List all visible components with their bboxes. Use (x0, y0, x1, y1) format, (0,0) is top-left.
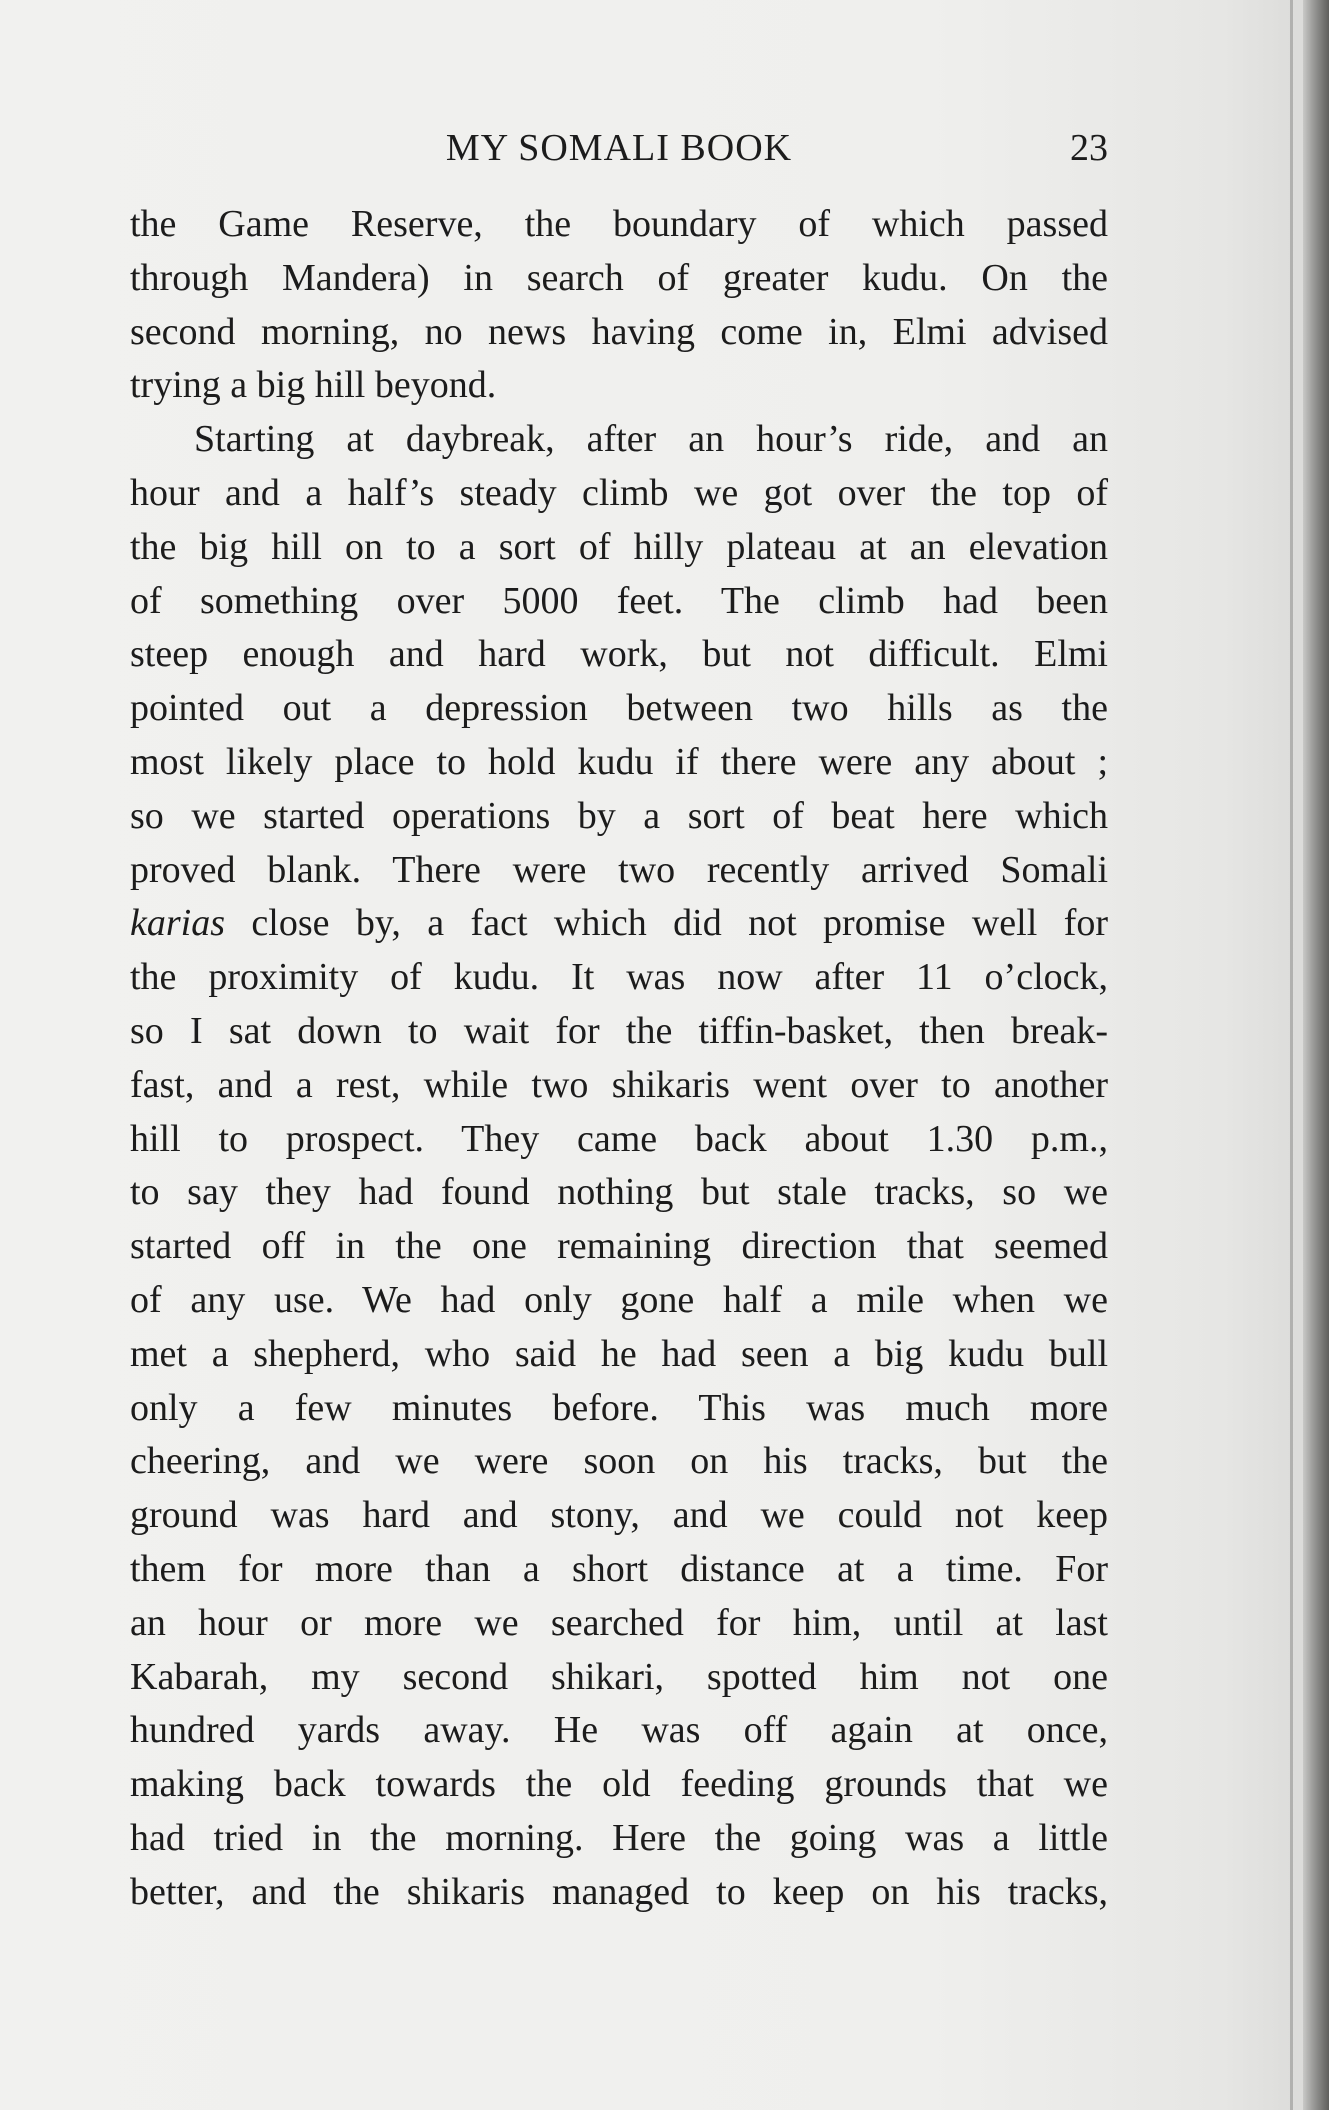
text-line: hundred yards away. He was off again at once, (130, 1709, 1108, 1752)
text-line: had tried in the morning. Here the going was a little (130, 1816, 1108, 1859)
paragraph-2 (130, 413, 1108, 1919)
text-line: cheering, and we were soon on his tracks, but the (130, 1440, 1108, 1483)
paragraph-1 (130, 198, 1108, 413)
text-line: them for more than a short distance at a time. For (130, 1547, 1108, 1590)
text-line: through Mandera) in search of greater kudu. On the (130, 256, 1108, 299)
book-spine-edge (1303, 0, 1329, 2110)
text-line: trying a big hill beyond. (130, 364, 497, 407)
text-line: of any use. We had only gone half a mile when we (130, 1278, 1108, 1321)
text-line: proved blank. There were two recently arrived Somali (130, 848, 1108, 891)
text-line: so we started operations by a sort of beat here which (130, 794, 1108, 837)
text-line: hour and a half’s steady climb we got over the top of (130, 471, 1108, 514)
text-line: fast, and a rest, while two shikaris went over to another (130, 1063, 1108, 1106)
text-fragment: close by, a fact which did not promise well for (225, 902, 1108, 945)
text-line: the big hill on to a sort of hilly plateau at an elevation (130, 525, 1108, 568)
text-line: ground was hard and stony, and we could not keep (130, 1494, 1108, 1537)
text-line: started off in the one remaining direction that seemed (130, 1225, 1108, 1268)
text-line: Kabarah, my second shikari, spotted him not one (130, 1655, 1108, 1698)
text-line (130, 897, 1108, 951)
text-line: the Game Reserve, the boundary of which passed (130, 203, 1108, 245)
text-line: better, and the shikaris managed to keep on his tracks, (130, 1870, 1108, 1913)
text-line: Starting at daybreak, after an hour’s ride, and an (194, 418, 1108, 461)
text-line: second morning, no news having come in, Elmi advised (130, 310, 1108, 353)
running-head: MY SOMALI BOOK (445, 127, 793, 169)
italic-word-karias: karias (130, 902, 225, 945)
text-line: hill to prospect. They came back about 1.30 p.m., (130, 1117, 1108, 1160)
text-line: to say they had found nothing but stale tracks, so we (130, 1171, 1108, 1214)
text-line: met a shepherd, who said he had seen a big kudu bull (130, 1332, 1108, 1375)
page-header (130, 118, 1108, 178)
text-line: steep enough and hard work, but not difficult. Elmi (130, 633, 1108, 676)
text-line: of something over 5000 feet. The climb had been (130, 579, 1108, 622)
page-number: 23 (1070, 127, 1108, 169)
page-fold-shadow (1290, 0, 1293, 2110)
body-text (130, 198, 1108, 1920)
text-line: an hour or more we searched for him, until at last (130, 1601, 1108, 1644)
text-line: most likely place to hold kudu if there were any about ; (130, 740, 1108, 783)
text-line: making back towards the old feeding grounds that we (130, 1763, 1108, 1806)
text-line: only a few minutes before. This was much more (130, 1386, 1108, 1429)
text-line: pointed out a depression between two hills as the (130, 687, 1108, 730)
text-line: the proximity of kudu. It was now after 11 o’clock, (130, 956, 1108, 999)
text-line: so I sat down to wait for the tiffin-basket, then break- (130, 1009, 1108, 1052)
